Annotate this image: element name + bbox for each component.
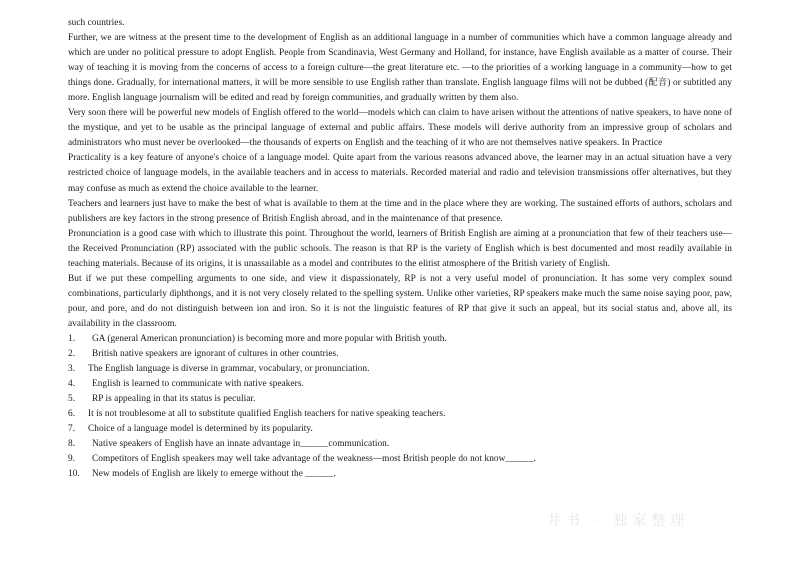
paragraph: Pronunciation is a good case with which to illustrate this point. Throughout the world, learners of British English are aiming at a pronunciation that few of their teachers use—the Received Pronunciation (RP) associated with the public schools. The reason is that RP is the variety of English which is best documented and most readily available in teaching materials. Because of its origins, it is unassailable as a model and contributes to the elitist atmosphere of the British variety of English. <box>68 228 732 269</box>
paragraph: But if we put these compelling arguments to one side, and view it dispassionately, RP is not a very useful model of pronunciation. It has some very complex sound combinations, particularly diphthongs, and it is not very closely related to the spelling system. Unlike other varieties, RP speakers make much the same noise saying poor, paw, pour, and pore, and do not distinguish between ion and iron. So it is not the linguistic features of RP that give it such an appeal, but its social status and, above all, its availability in the classroom. <box>68 273 732 329</box>
question-number: 2. <box>68 349 76 360</box>
paragraph: Teachers and learners just have to make the best of what is available to them at the time and in the place where they are working. The sustained efforts of authors, scholars and publishers are key factors in the strong presence of British English abroad, and in the maintenance of that presence. <box>68 198 732 224</box>
question-text: New models of English are likely to emerge without the ______. <box>92 469 336 480</box>
question-number: 5. <box>68 394 76 405</box>
question-item <box>68 332 732 347</box>
passage <box>68 16 732 332</box>
paragraph: such countries. <box>68 18 125 28</box>
question-text: Choice of a language model is determined by its popularity. <box>88 424 313 435</box>
question-text: English is learned to communicate with native speakers. <box>92 379 304 390</box>
document-page <box>68 16 732 482</box>
question-number: 1. <box>68 333 76 344</box>
question-item <box>68 392 732 407</box>
paragraph: Practicality is a key feature of anyone's choice of a language model. Quite apart from the various reasons advanced above, the learner may in an actual situation have a very restricted choice of language models, in the available teachers and in access to materials. Recorded material and radio and television transmissions offer alternatives, but they may confuse as much as extend the choice available to the learner. <box>68 153 732 194</box>
question-text: GA (general American pronunciation) is becoming more and more popular with British youth. <box>92 333 447 344</box>
question-number: 6. <box>68 409 76 420</box>
question-item <box>68 437 732 452</box>
question-number: 10. <box>68 469 80 480</box>
question-text: The English language is diverse in grammar, vocabulary, or pronunciation. <box>88 364 370 375</box>
watermark: 井书 · 独家整理 <box>547 513 690 529</box>
question-text: British native speakers are ignorant of cultures in other countries. <box>92 349 339 360</box>
paragraph: Further, we are witness at the present time to the development of English as an additional language in a number of communities which have a common language already and which are under no political pressure to adopt English. People from Scandinavia, West Germany and Holland, for instance, have English available as a matter of course. Their way of teaching it is moving from the concerns of access to a foreign culture—the great literature etc. —to the priorities of a working language in a community—how to get things done. Gradually, for international matters, it will be more sensible to use English rather than translate. English language films will not be dubbed (配音) or subtitled any more. English language journalism will be edited and read by foreign communities, and gradually written by them also. <box>68 33 732 104</box>
question-text: It is not troublesome at all to substitute qualified English teachers for native speaking teachers. <box>88 409 446 420</box>
question-item <box>68 347 732 362</box>
question-item <box>68 452 732 467</box>
paragraph: Very soon there will be powerful new models of English offered to the world—models which can claim to have arisen without the attentions of native speakers, to have none of the mystique, and yet to be usable as the principal language of external and public affairs. These models will derive authority from an impressive group of scholars and administrators who must never be overlooked—the thousands of experts on English and the teaching of it who are not themselves native speakers. In Practice <box>68 108 732 149</box>
question-number: 8. <box>68 439 76 450</box>
question-number: 9. <box>68 454 76 465</box>
question-item <box>68 467 732 482</box>
question-item <box>68 407 732 422</box>
question-text: Native speakers of English have an innate advantage in______communication. <box>92 439 390 450</box>
question-text: RP is appealing in that its status is peculiar. <box>92 394 256 405</box>
question-item <box>68 362 732 377</box>
question-item <box>68 422 732 437</box>
question-number: 4. <box>68 379 76 390</box>
question-item <box>68 377 732 392</box>
question-text: Competitors of English speakers may well take advantage of the weakness—most British people do not know______. <box>92 454 536 465</box>
question-list <box>68 332 732 482</box>
question-number: 7. <box>68 424 76 435</box>
question-number: 3. <box>68 364 76 375</box>
